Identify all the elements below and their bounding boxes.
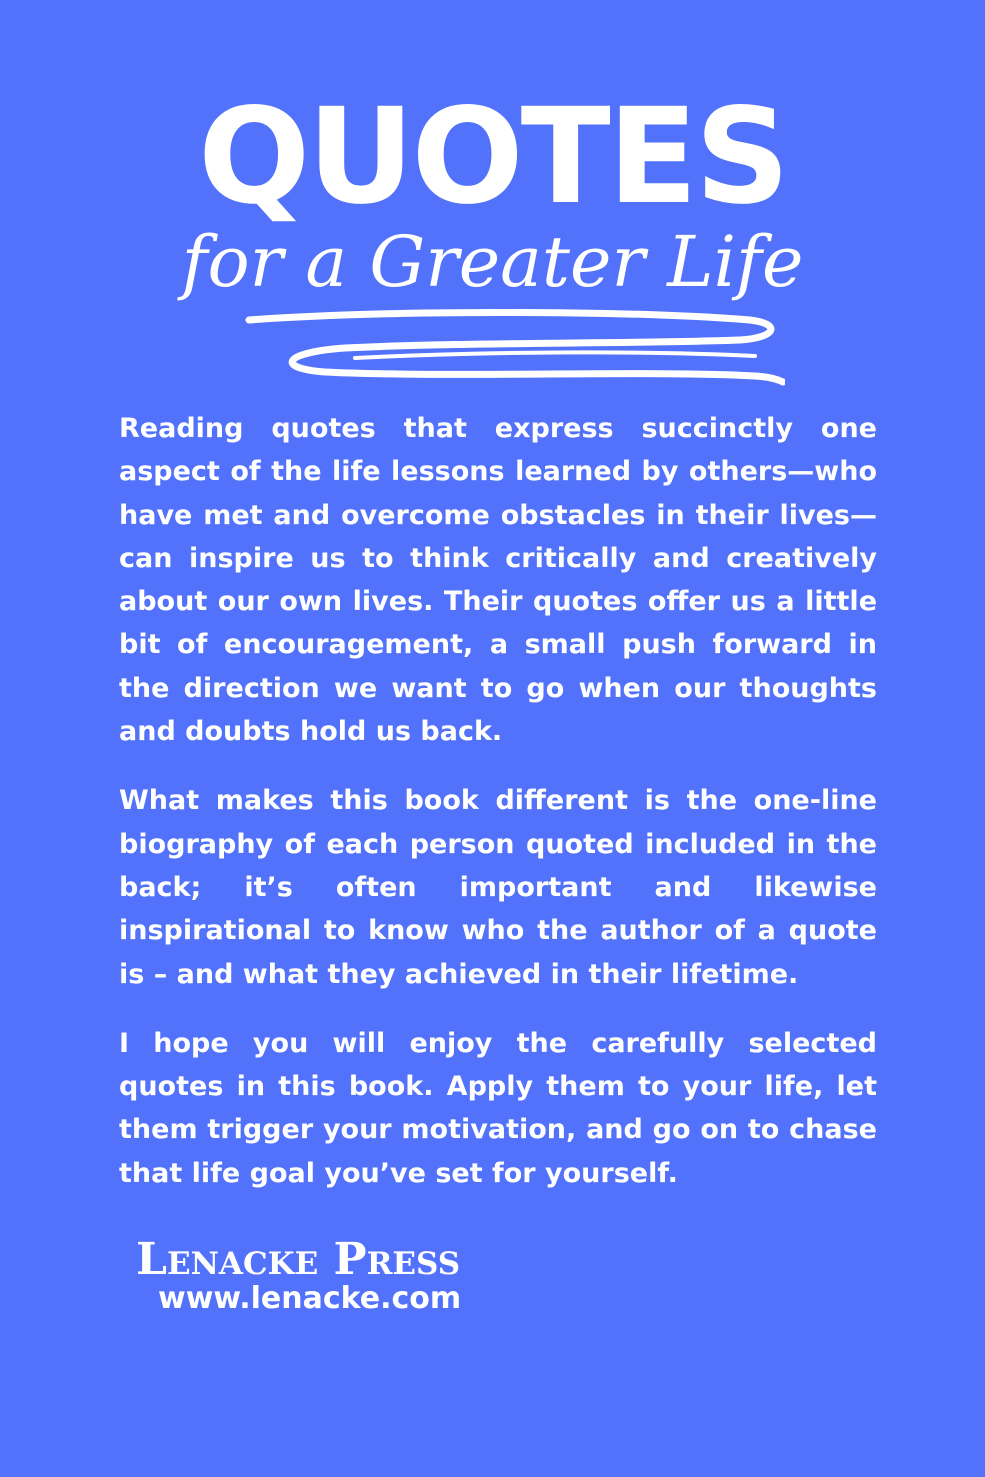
underline-swash-decoration <box>235 298 785 388</box>
blurb-paragraph: Reading quotes that express succinctly one aspect of the life lessons learned by others—who have met and overcome obstacles in their lives—can inspire us to think critically and creatively about our own lives. Their quotes offer us a little bit of encouragement, a small push forward in the direction we want to go when our thoughts and doubts hold us back. <box>119 413 877 748</box>
blurb-paragraph: I hope you will enjoy the carefully selected quotes in this book. Apply them to your life, let them trigger your motivation, and go on to chase that life goal you’ve set for yourself. <box>119 1027 877 1189</box>
publisher-website: www.lenacke.com <box>158 1281 462 1316</box>
publisher-name: Lenacke Press <box>136 1234 461 1285</box>
book-title: QUOTES <box>198 80 787 234</box>
blurb-paragraph: What makes this book different is the one-line biography of each person quoted included in the back; it’s often important and likewise inspirational to know who the author of a quote is – and what they achieved in their lifetime. <box>119 785 877 990</box>
blurb <box>119 407 877 1221</box>
book-subtitle: for a Greater Life <box>181 221 804 303</box>
